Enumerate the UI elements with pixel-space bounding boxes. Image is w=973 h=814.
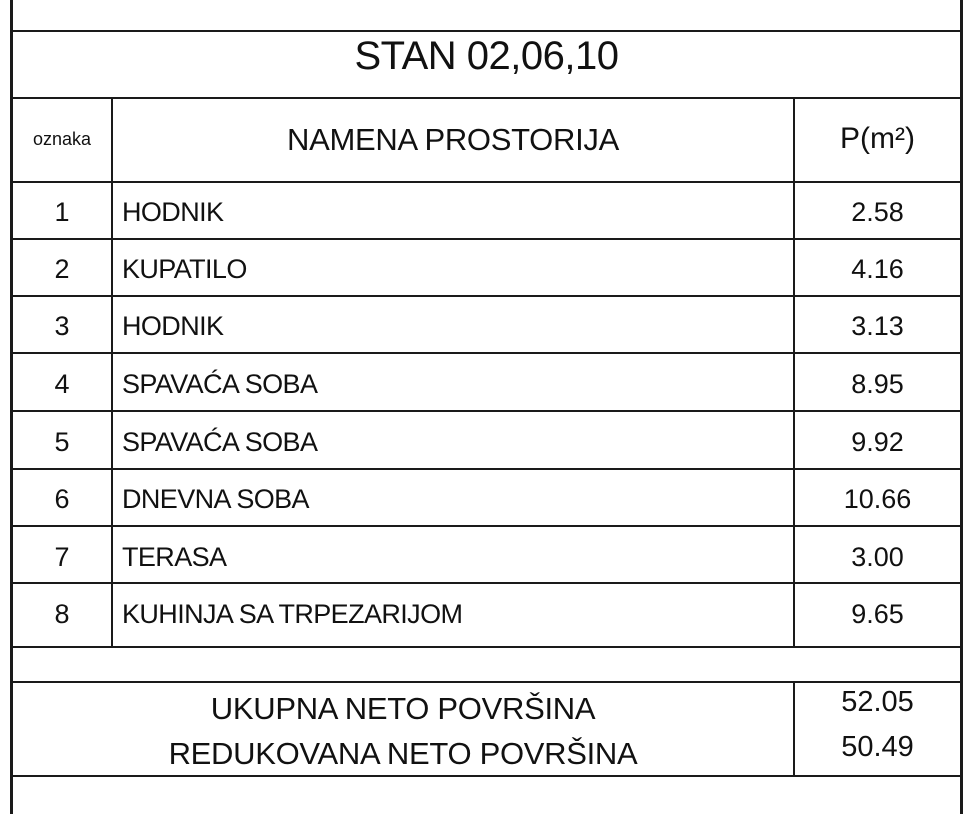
row-number: 6 — [54, 484, 70, 514]
rule-row-3 — [10, 352, 963, 354]
total-net-area-value: 52.05 — [841, 686, 914, 718]
reduced-net-area-value: 50.49 — [841, 731, 914, 763]
header-area: P(m²) — [840, 122, 915, 155]
rule-row-1 — [10, 238, 963, 240]
row-area-value: 4.16 — [851, 254, 904, 284]
row-room-name: DNEVNA SOBA — [122, 484, 309, 514]
row-room-name: SPAVAĆA SOBA — [122, 427, 318, 457]
rule-under-title — [10, 97, 963, 99]
total-net-area-label: UKUPNA NETO POVRŠINA — [210, 691, 596, 726]
row-area-value: 9.65 — [851, 599, 904, 629]
row-area-value: 2.58 — [851, 197, 904, 227]
row-room-name: HODNIK — [122, 311, 224, 341]
row-number: 8 — [54, 599, 70, 629]
row-area-value: 8.95 — [851, 369, 904, 399]
row-number: 1 — [54, 197, 70, 227]
row-number: 3 — [54, 311, 70, 341]
rule-top — [10, 30, 963, 32]
row-room-name: HODNIK — [122, 197, 224, 227]
row-area-value: 9.92 — [851, 427, 904, 457]
rule-row-7 — [10, 582, 963, 584]
rule-under-header — [10, 181, 963, 183]
row-number: 4 — [54, 369, 70, 399]
row-number: 2 — [54, 254, 70, 284]
row-area-value: 10.66 — [843, 484, 912, 514]
row-number: 7 — [54, 542, 70, 572]
row-room-name: KUPATILO — [122, 254, 247, 284]
header-oznaka: oznaka — [32, 129, 92, 149]
rule-row-6 — [10, 525, 963, 527]
reduced-net-area-label: REDUKOVANA NETO POVRŠINA — [168, 736, 638, 771]
rule-row-5 — [10, 468, 963, 470]
rule-row-2 — [10, 295, 963, 297]
header-namena-prostorija: NAMENA PROSTORIJA — [287, 122, 619, 157]
row-area-value: 3.00 — [851, 542, 904, 572]
rule-row-8 — [10, 646, 963, 648]
table-title: STAN 02,06,10 — [354, 34, 619, 78]
rule-spacer — [10, 681, 963, 683]
table-border-left — [10, 0, 13, 814]
row-area-value: 3.13 — [851, 311, 904, 341]
row-room-name: SPAVAĆA SOBA — [122, 369, 318, 399]
rule-row-4 — [10, 410, 963, 412]
row-number: 5 — [54, 427, 70, 457]
row-room-name: KUHINJA SA TRPEZARIJOM — [122, 599, 463, 629]
row-room-name: TERASA — [122, 542, 227, 572]
rule-bottom-totals — [10, 775, 963, 777]
